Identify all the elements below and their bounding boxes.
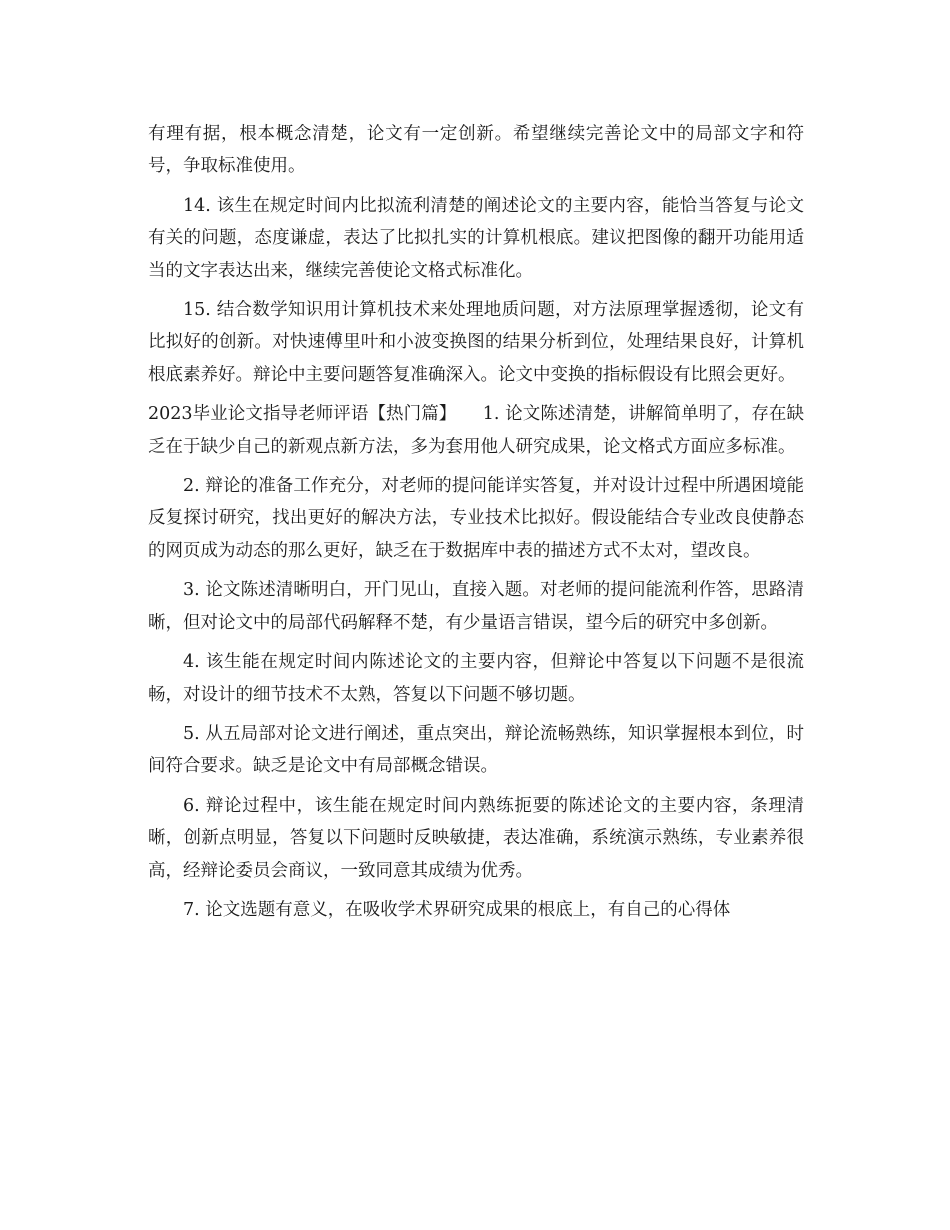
document-page — [148, 118, 804, 933]
paragraph-comment-3: 3. 论文陈述清晰明白，开门见山，直接入题。对老师的提问能流利作答，思路清晰，但对论文中的局部代码解释不楚，有少量语言错误，望今后的研究中多创新。 — [148, 580, 804, 633]
paragraph-comment-2: 2. 辩论的准备工作充分，对老师的提问能详实答复，并对设计过程中所遇困境能反复探讨研究，找出更好的解决方法，专业技术比拟好。假设能结合专业改良使静态的网页成为动态的那么更好，缺乏在于数据库中表的描述方式不太对，望改良。 — [148, 476, 804, 561]
paragraph-comment-4: 4. 该生能在规定时间内陈述论文的主要内容，但辩论中答复以下问题不是很流畅，对设计的细节技术不太熟，答复以下问题不够切题。 — [148, 652, 804, 705]
paragraph-comment-6: 6. 辩论过程中，该生能在规定时间内熟练扼要的陈述论文的主要内容，条理清晰，创新点明显，答复以下问题时反映敏捷，表达准确，系统演示熟练，专业素养很高，经辩论委员会商议，一致同意其成绩为优秀。 — [148, 795, 804, 881]
paragraph-comment-5: 5. 从五局部对论文进行阐述，重点突出，辩论流畅熟练，知识掌握根本到位，时间符合要求。缺乏是论文中有局部概念错误。 — [148, 723, 804, 777]
paragraph-continuation: 有理有据，根本概念清楚，论文有一定创新。希望继续完善论文中的局部文字和符号，争取标准使用。 — [148, 124, 804, 177]
paragraph-comment-7: 7. 论文选题有意义，在吸收学术界研究成果的根底上，有自己的心得体 — [183, 899, 731, 920]
paragraph-section-heading: 2023毕业论文指导老师评语【热门篇】 1. 论文陈述清楚，讲解简单明了，存在缺乏在于缺少自己的新观点新方法，多为套用他人研究成果，论文格式方面应多标准。 — [148, 404, 804, 457]
paragraph-comment-14: 14. 该生在规定时间内比拟流利清楚的阐述论文的主要内容，能恰当答复与论文有关的问题，态度谦虚，表达了比拟扎实的计算机根底。建议把图像的翻开功能用适当的文字表达出来，继续完善使论文格式标准化。 — [148, 195, 804, 281]
paragraph-comment-15: 15. 结合数学知识用计算机技术来处理地质问题，对方法原理掌握透彻，论文有比拟好的创新。对快速傅里叶和小波变换图的结果分析到位，处理结果良好，计算机根底素养好。辩论中主要问题答复准确深入。论文中变换的指标假设有比照会更好。 — [148, 300, 804, 385]
